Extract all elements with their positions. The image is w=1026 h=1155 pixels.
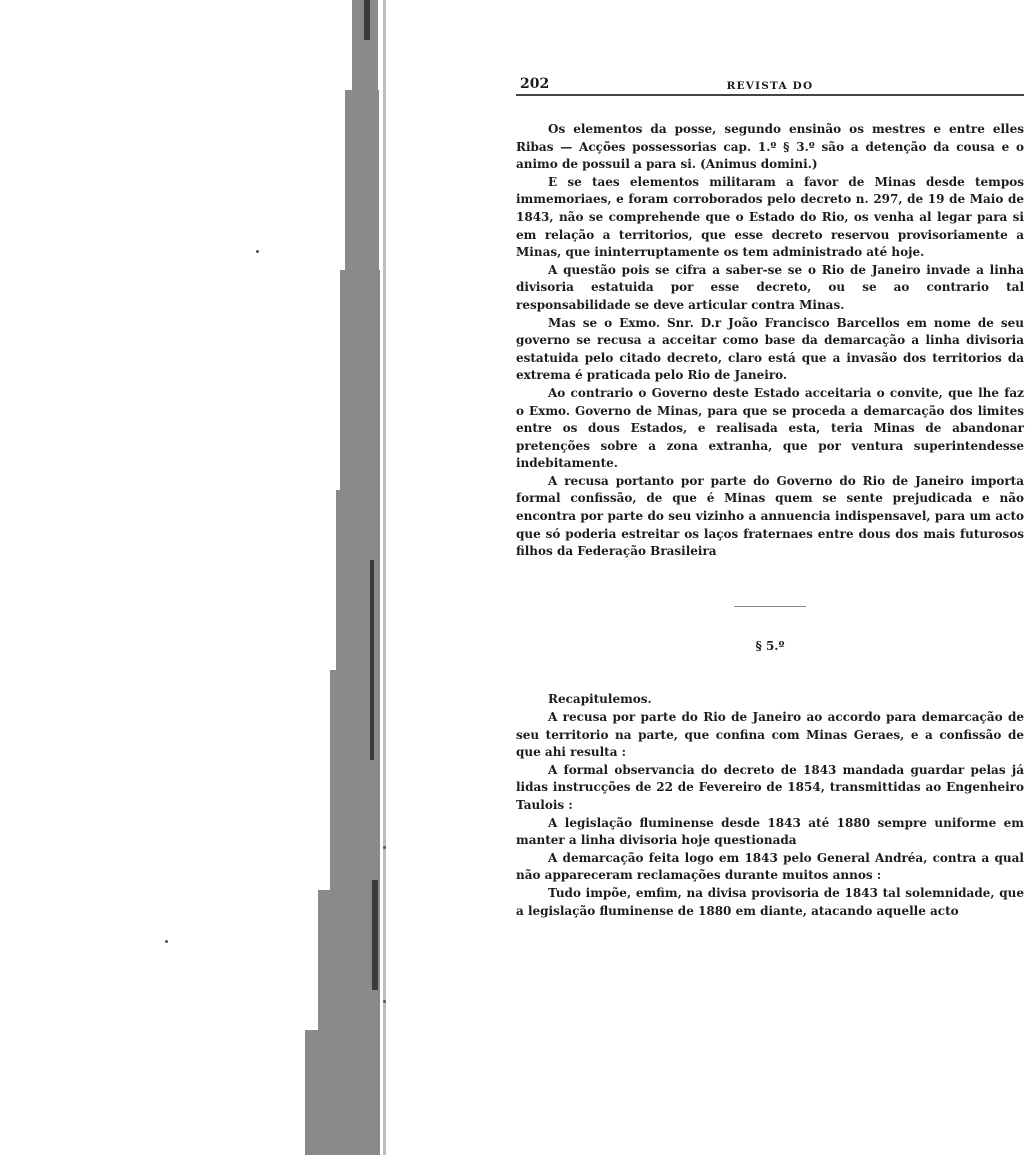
section-heading: § 5.º: [755, 638, 785, 653]
body-text: [516, 121, 1024, 920]
document-page: [516, 72, 1024, 920]
page-header: [516, 72, 1024, 96]
paragraph: Tudo impõe, emfim, na divisa provisoria de 1843 tal solemnidade, que a legislação fluminense de 1880 em diante, atacando aquelle acto: [516, 885, 1024, 918]
paragraph: A recusa portanto por parte do Governo do Rio de Janeiro importa formal confissão, de que é Minas quem se sente prejudicada e não encontra por parte do seu vizinho a annuencia indispensavel, para um acto que só poderia estreitar os laços fraternaes entre dous dos mais futurosos filhos da Federação Brasileira: [516, 473, 1024, 559]
scan-speck: [383, 1000, 386, 1003]
paragraph: A questão pois se cifra a saber-se se o Rio de Janeiro invade a linha divisoria estatuida por esse decreto, ou se ao contrario tal responsabilidade se deve articular contra Minas.: [516, 262, 1024, 312]
page-gutter-shadow: [0, 0, 400, 1155]
paragraph: A demarcação feita logo em 1843 pelo General Andréa, contra a qual não appareceram reclamações durante muitos annos :: [516, 850, 1024, 883]
section-separator: [734, 606, 806, 608]
paragraph: Ao contrario o Governo deste Estado acceitaria o convite, que lhe faz o Exmo. Governo de Minas, para que se proceda a demarcação dos limites entre os dous Estados, e realisada esta, teria Minas de abandonar pretenções sobre a zona extranha, que por ventura superintendesse indebitamente.: [516, 385, 1024, 471]
paragraph: A legislação fluminense desde 1843 até 1880 sempre uniforme em manter a linha divisoria hoje questionada: [516, 815, 1024, 848]
page-number: 202: [520, 76, 550, 92]
paragraph: Mas se o Exmo. Snr. D.r João Francisco Barcellos em nome de seu governo se recusa a acceitar como base da demarcação a linha divisoria estatuida pelo citado decreto, claro está que a invasão dos territorios da extrema é praticada pelo Rio de Janeiro.: [516, 315, 1024, 383]
paragraph: Recapitulemos.: [548, 692, 652, 707]
paragraph: E se taes elementos militaram a favor de Minas desde tempos immemoriaes, e foram corroborados pelo decreto n. 297, de 19 de Maio de 1843, não se comprehende que o Estado do Rio, os venha al legar para si em relação a territorios, que esse decreto reservou provisoriamente a Minas, que ininterruptamente os tem administrado até hoje.: [516, 174, 1024, 260]
paragraph: Os elementos da posse, segundo ensinão os mestres e entre elles Ribas — Acções possessorias cap. 1.º § 3.º são a detenção da cousa e o animo de possuil a para si. (Animus domini.): [516, 122, 1024, 172]
running-title: REVISTA DO: [726, 80, 814, 92]
scan-speck: [256, 250, 259, 253]
scan-speck: [165, 940, 168, 943]
paragraph: A formal observancia do decreto de 1843 mandada guardar pelas já lidas instrucções de 22 de Fevereiro de 1854, transmittidas ao Engenheiro Taulois :: [516, 762, 1024, 812]
paragraph: A recusa por parte do Rio de Janeiro ao accordo para demarcação de seu territorio na parte, que confina com Minas Geraes, e a confissão de que ahi resulta :: [516, 710, 1024, 760]
scan-speck: [383, 846, 386, 849]
